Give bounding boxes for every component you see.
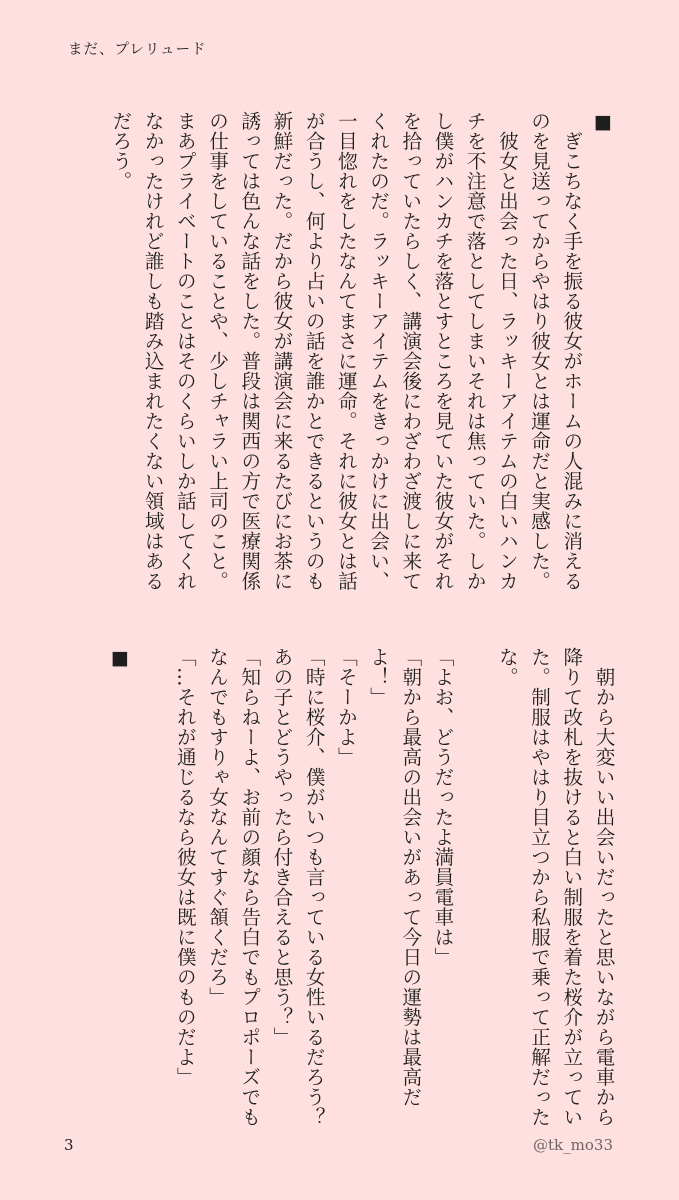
text-line: まあプライベートのことはそのくらいしか話してくれ — [173, 111, 197, 591]
author-handle: @tk_mo33 — [533, 1136, 613, 1154]
blank-line — [136, 647, 168, 1027]
text-line: の仕事をしていることや、少しチャラい上司のこと。 — [205, 111, 229, 591]
text-line: 降りて改札を抜けると白い制服を着た桜介が立ってい — [559, 647, 583, 1127]
dialogue-line: 「…それが通じるなら彼女は既に僕のものだよ」 — [173, 647, 197, 1087]
text-line: 新鮮だった。だから彼女が講演会に来るたびにお茶に — [269, 111, 293, 591]
dialogue-line: 「朝から最高の出会いがあって今日の運勢は最高だ — [398, 647, 422, 1107]
text-line: し僕がハンカチを落とすところを見ていた彼女がそれ — [430, 111, 454, 591]
text-line: 朝から大変いい出会いだったと思いながら電車から — [592, 647, 615, 1127]
text-line: くれたのだ。ラッキーアイテムをきっかけに出会い、 — [366, 111, 390, 591]
text-line: チを不注意で落としてしまいそれは焦っていた。しか — [463, 111, 487, 591]
story-section-top — [59, 111, 619, 595]
dialogue-line: 「そーかよ」 — [334, 647, 358, 767]
text-line: 彼女と出会った日、ラッキーアイテムの白いハンカ — [495, 111, 519, 591]
story-section-bottom — [59, 647, 619, 1127]
dialogue-line: よ！」 — [366, 647, 390, 707]
text-line: ぎこちなく手を振る彼女がホームの人混みに消える — [559, 111, 583, 591]
text-line: を拾っていたらしく、講演会後にわざわざ渡しに来て — [398, 111, 422, 591]
dialogue-line: 「時に桜介、僕がいつも言っている女性いるだろう？ — [302, 647, 326, 1127]
text-line: だろう。 — [108, 111, 132, 191]
dialogue-line: あの子とどうやったら付き合えると思う？」 — [269, 647, 293, 1047]
text-line: た。制服はやはり目立つから私服で乗って正解だった — [527, 647, 551, 1127]
page-title: まだ、プレリュード — [68, 42, 207, 58]
section-marker: ■ — [592, 111, 614, 134]
text-line: が合うし、何より占いの話を誰かとできるというのも — [302, 111, 326, 591]
text-line: なかったけれど誰しも踏み込まれたくない領域はある — [141, 111, 165, 591]
dialogue-line: 「よお、どうだったよ満員電車は」 — [430, 647, 454, 967]
dialogue-line: 「知らねーよ、お前の顔なら告白でもプロポーズでも — [237, 647, 261, 1127]
blank-line — [458, 647, 490, 1027]
section-marker: ■ — [108, 647, 131, 670]
text-line: な。 — [495, 647, 519, 687]
text-line: 一目惚れをしたなんてまさに運命。それに彼女とは話 — [334, 111, 358, 591]
dialogue-line: なんでもすりゃ女なんてすぐ頷くだろ」 — [205, 647, 229, 1007]
page-number: 3 — [64, 1136, 74, 1154]
text-line: のを見送ってからやはり彼女とは運命だと実感した。 — [527, 111, 551, 591]
text-line: 誘っては色んな話をした。普段は関西の方で医療関係 — [237, 111, 261, 591]
